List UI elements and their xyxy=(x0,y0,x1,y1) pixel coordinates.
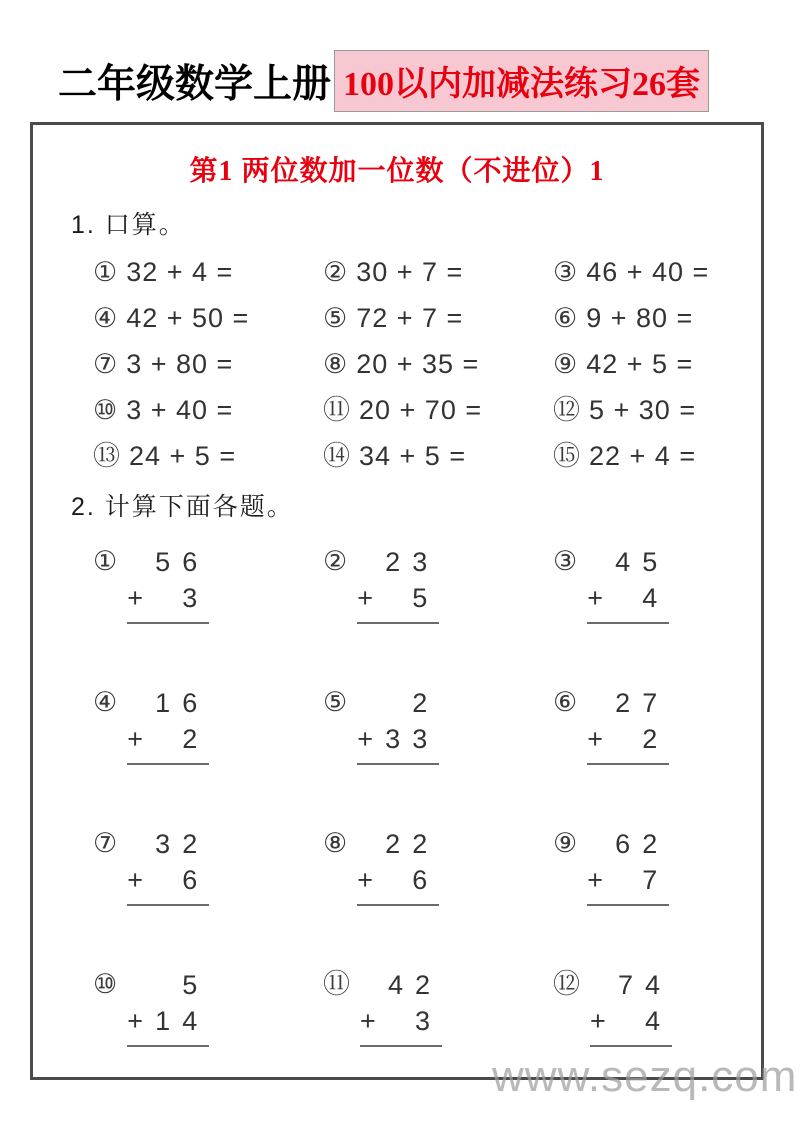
addend-bottom-row xyxy=(127,581,209,624)
addend-bottom: 2 xyxy=(182,724,210,754)
problem-expression: 22 + 4 = xyxy=(589,440,697,471)
oral-problem-1 xyxy=(93,257,323,288)
problem-expression: 3 + 40 = xyxy=(126,394,234,425)
problem-number: ③ xyxy=(553,256,578,287)
plus-sign: + xyxy=(127,724,143,754)
problem-number: ⑪ xyxy=(323,394,350,425)
oral-problem-4 xyxy=(93,303,323,334)
addend-bottom: 7 xyxy=(642,865,670,895)
oral-problem-9 xyxy=(553,349,783,380)
problem-number: ⑩ xyxy=(93,969,118,999)
addend-top: 56 xyxy=(155,547,210,577)
problem-expression: 42 + 5 = xyxy=(586,348,694,379)
oral-problem-7 xyxy=(93,349,323,380)
problem-number: ⑥ xyxy=(553,687,578,717)
oral-problem-8 xyxy=(323,349,553,380)
column-work-area xyxy=(127,827,209,906)
problem-expression: 34 + 5 = xyxy=(359,440,467,471)
addend-bottom: 2 xyxy=(642,724,670,754)
plus-sign: + xyxy=(587,865,603,895)
column-work-area xyxy=(127,545,209,624)
problem-number: ② xyxy=(323,256,348,287)
oral-problems-grid xyxy=(93,249,761,479)
addend-top: 5 xyxy=(182,970,210,1000)
oral-problem-15 xyxy=(553,441,783,472)
problem-number: ⑦ xyxy=(93,348,118,379)
addend-top: 32 xyxy=(155,829,210,859)
oral-problem-2 xyxy=(323,257,553,288)
worksheet-title: 第1 两位数加一位数（不进位）1 xyxy=(189,156,605,187)
addend-bottom: 14 xyxy=(155,1006,210,1036)
problem-expression: 72 + 7 = xyxy=(356,302,464,333)
plus-sign: + xyxy=(357,865,373,895)
vertical-problem-6 xyxy=(553,686,783,827)
vertical-problem-1 xyxy=(93,545,323,686)
addend-top: 2 xyxy=(412,688,440,718)
problem-expression: 24 + 5 = xyxy=(129,440,237,471)
plus-sign: + xyxy=(127,583,143,613)
addend-bottom: 5 xyxy=(412,583,440,613)
problem-expression: 20 + 70 = xyxy=(359,394,483,425)
series-title-highlight: 100以内加减法练习26套 xyxy=(334,50,709,112)
page-header xyxy=(58,50,709,112)
problem-number: ⑭ xyxy=(323,440,350,471)
plus-sign: + xyxy=(127,865,143,895)
addend-bottom-row xyxy=(357,722,439,765)
addend-bottom-row xyxy=(127,722,209,765)
column-work-area xyxy=(127,686,209,765)
column-work-area xyxy=(357,545,439,624)
addend-bottom-row xyxy=(127,863,209,906)
vertical-problems-grid xyxy=(93,545,761,1109)
addend-bottom-row xyxy=(587,863,669,906)
problem-number: ⑫ xyxy=(553,394,580,425)
addend-top: 16 xyxy=(155,688,210,718)
addend-top: 42 xyxy=(387,970,442,1000)
problem-number: ① xyxy=(93,546,118,576)
problem-expression: 3 + 80 = xyxy=(126,348,234,379)
problem-number: ⑤ xyxy=(323,302,348,333)
vertical-problem-4 xyxy=(93,686,323,827)
oral-problem-3 xyxy=(553,257,783,288)
vertical-problem-7 xyxy=(93,827,323,968)
vertical-problem-8 xyxy=(323,827,553,968)
vertical-problem-10 xyxy=(93,968,323,1109)
addend-top: 27 xyxy=(615,688,670,718)
problem-expression: 5 + 30 = xyxy=(589,394,697,425)
addend-bottom: 6 xyxy=(182,865,210,895)
problem-number: ① xyxy=(93,256,118,287)
addend-bottom-row xyxy=(357,863,439,906)
problem-number: ② xyxy=(323,546,348,576)
addend-bottom-row xyxy=(360,1004,442,1047)
problem-number: ⑩ xyxy=(93,394,118,425)
addend-bottom: 4 xyxy=(644,1006,672,1036)
problem-number: ⑨ xyxy=(553,828,578,858)
oral-problem-5 xyxy=(323,303,553,334)
addend-bottom-row xyxy=(590,1004,672,1047)
column-work-area xyxy=(127,968,209,1047)
problem-expression: 32 + 4 = xyxy=(126,256,234,287)
addend-bottom: 3 xyxy=(182,583,210,613)
section2-label: 2. 计算下面各题。 xyxy=(71,493,294,521)
addend-bottom-row xyxy=(587,722,669,765)
problem-number: ⑬ xyxy=(93,440,120,471)
addend-top: 23 xyxy=(385,547,440,577)
addend-bottom: 6 xyxy=(412,865,440,895)
problem-expression: 42 + 50 = xyxy=(126,302,250,333)
plus-sign: + xyxy=(360,1006,376,1036)
addend-top: 22 xyxy=(385,829,440,859)
plus-sign: + xyxy=(357,724,373,754)
problem-expression: 9 + 80 = xyxy=(586,302,694,333)
addend-top: 74 xyxy=(617,970,672,1000)
plus-sign: + xyxy=(590,1006,606,1036)
column-work-area xyxy=(360,968,442,1047)
addend-top: 45 xyxy=(615,547,670,577)
problem-number: ⑧ xyxy=(323,348,348,379)
problem-number: ⑥ xyxy=(553,302,578,333)
column-work-area xyxy=(357,827,439,906)
problem-number: ⑫ xyxy=(553,969,580,999)
vertical-problem-5 xyxy=(323,686,553,827)
problem-number: ④ xyxy=(93,302,118,333)
problem-number: ④ xyxy=(93,687,118,717)
oral-problem-14 xyxy=(323,441,553,472)
problem-expression: 30 + 7 = xyxy=(356,256,464,287)
vertical-problem-3 xyxy=(553,545,783,686)
vertical-problem-9 xyxy=(553,827,783,968)
plus-sign: + xyxy=(587,583,603,613)
addend-top: 62 xyxy=(615,829,670,859)
problem-number: ⑧ xyxy=(323,828,348,858)
plus-sign: + xyxy=(127,1006,143,1036)
column-work-area xyxy=(590,968,672,1047)
section1-label: 1. 口算。 xyxy=(71,211,186,239)
oral-problem-11 xyxy=(323,395,553,426)
book-title: 二年级数学上册 xyxy=(58,63,332,106)
problem-number: ⑮ xyxy=(553,440,580,471)
column-work-area xyxy=(587,827,669,906)
problem-expression: 20 + 35 = xyxy=(356,348,480,379)
column-work-area xyxy=(357,686,439,765)
addend-bottom-row xyxy=(127,1004,209,1047)
worksheet-border-box xyxy=(30,122,764,1080)
addend-bottom: 4 xyxy=(642,583,670,613)
column-work-area xyxy=(587,545,669,624)
oral-problem-10 xyxy=(93,395,323,426)
addend-bottom: 3 xyxy=(414,1006,442,1036)
oral-problem-6 xyxy=(553,303,783,334)
problem-number: ⑨ xyxy=(553,348,578,379)
problem-number: ⑤ xyxy=(323,687,348,717)
addend-bottom-row xyxy=(357,581,439,624)
problem-number: ③ xyxy=(553,546,578,576)
vertical-problem-2 xyxy=(323,545,553,686)
addend-bottom: 33 xyxy=(385,724,440,754)
plus-sign: + xyxy=(357,583,373,613)
oral-problem-12 xyxy=(553,395,783,426)
problem-number: ⑪ xyxy=(323,969,350,999)
addend-bottom-row xyxy=(587,581,669,624)
watermark: www.sezq.com xyxy=(492,1052,798,1101)
plus-sign: + xyxy=(587,724,603,754)
problem-number: ⑦ xyxy=(93,828,118,858)
problem-expression: 46 + 40 = xyxy=(586,256,710,287)
oral-problem-13 xyxy=(93,441,323,472)
column-work-area xyxy=(587,686,669,765)
